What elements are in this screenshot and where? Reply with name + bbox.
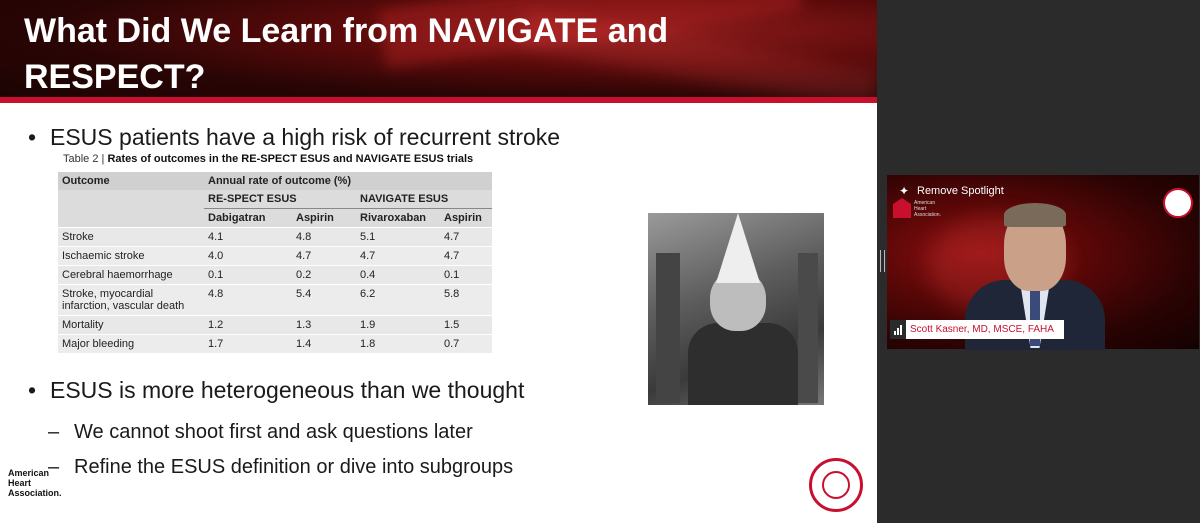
table-cell-outcome: Mortality	[62, 319, 104, 331]
table-cell: 4.7	[444, 231, 460, 243]
aha-logo-line: Heart	[8, 478, 32, 488]
table-cell: 4.7	[296, 250, 312, 262]
table-cell: 0.7	[444, 338, 460, 350]
table-cell: 5.4	[296, 288, 312, 300]
seal-inner-ring	[822, 471, 850, 499]
slide-title-line: RESPECT?	[24, 58, 206, 96]
table-cell: 0.2	[296, 269, 312, 281]
dash-icon: –	[48, 456, 60, 478]
table-header-outcome: Outcome	[58, 172, 204, 190]
table-cell: 5.8	[444, 288, 460, 300]
dunce-cap-photo	[648, 213, 824, 405]
table-cell: 1.7	[208, 338, 224, 350]
table-column-header: Dabigatran	[204, 209, 292, 228]
aha-logo-line: American	[8, 468, 50, 478]
table-cell: 1.2	[208, 319, 224, 331]
table-column-header: Rivaroxaban	[356, 209, 440, 228]
bullet-item	[28, 124, 560, 151]
photo-chair	[656, 253, 680, 403]
table-cell: 4.7	[444, 250, 460, 262]
tile-seal-logo	[1163, 188, 1193, 218]
table-header-empty	[58, 209, 204, 228]
table-cell-outcome: Cerebral haemorrhage	[62, 269, 173, 281]
dunce-cap-icon	[716, 213, 760, 283]
table-cell-outcome: Ischaemic stroke	[62, 250, 145, 262]
table-caption-title: Rates of outcomes in the RE-SPECT ESUS and NAVIGATE ESUS trials	[107, 153, 474, 165]
table-cell: 1.9	[360, 319, 376, 331]
sub-bullet-text: We cannot shoot first and ask questions later	[74, 421, 473, 443]
table-cell: 4.1	[208, 231, 224, 243]
slide-title	[24, 8, 784, 100]
table-cell: 4.8	[296, 231, 312, 243]
table-cell: 1.4	[296, 338, 312, 350]
aha-logo-line: Association.	[8, 488, 62, 498]
table-group-navigate: NAVIGATE ESUS	[356, 190, 492, 209]
table-cell: 1.8	[360, 338, 376, 350]
sub-bullet-item	[48, 456, 513, 479]
table-caption-prefix: Table 2 |	[63, 153, 108, 165]
photo-chair	[798, 253, 818, 403]
bullet-dot-icon: •	[28, 124, 37, 150]
table-cell-outcome: Major bleeding	[62, 338, 135, 350]
sub-bullet-text: Refine the ESUS definition or dive into subgroups	[74, 456, 514, 478]
bullet-dot-icon: •	[28, 377, 37, 403]
table-header-annual: Annual rate of outcome (%)	[204, 172, 492, 190]
table-cell: 0.1	[208, 269, 224, 281]
northeast-seal-logo	[809, 458, 863, 512]
table-cell-outcome: Stroke, myocardial infarction, vascular death	[62, 288, 185, 312]
table-cell: 1.3	[296, 319, 312, 331]
table-caption	[63, 153, 473, 165]
photo-boy-body	[688, 323, 798, 405]
table-column-header: Aspirin	[292, 209, 356, 228]
table-cell: 4.0	[208, 250, 224, 262]
table-cell: 1.5	[444, 319, 460, 331]
table-column-header: Aspirin	[440, 209, 492, 228]
dash-icon: –	[48, 421, 60, 443]
table-cell: 4.7	[360, 250, 376, 262]
table-cell: 0.1	[444, 269, 460, 281]
speaker-name-plate	[890, 320, 1064, 339]
table-row	[58, 228, 492, 247]
table-row	[58, 335, 492, 354]
sub-bullet-item	[48, 421, 473, 444]
speaker-name: Scott Kasner, MD, MSCE, FAHA	[910, 324, 1054, 335]
table-row	[58, 266, 492, 285]
splitter-grip-icon[interactable]	[880, 250, 885, 272]
aha-logo	[8, 468, 62, 498]
remove-spotlight-button[interactable]	[897, 184, 1004, 198]
table-row	[58, 285, 492, 316]
bullet-text: ESUS patients have a high risk of recurrent stroke	[50, 124, 561, 150]
outcomes-table	[58, 172, 492, 353]
table-cell: 0.4	[360, 269, 376, 281]
speaker-hair	[1004, 203, 1066, 227]
table-cell: 6.2	[360, 288, 376, 300]
bullet-text: ESUS is more heterogeneous than we thought	[50, 377, 525, 403]
table-group-respect: RE-SPECT ESUS	[204, 190, 356, 209]
spotlight-icon: ✦	[898, 184, 910, 198]
table-cell-outcome: Stroke	[62, 231, 94, 243]
table-cell: 5.1	[360, 231, 376, 243]
slide-header	[0, 0, 877, 103]
table-header-empty	[58, 190, 204, 209]
audio-level-icon	[890, 320, 906, 339]
slide-title-line: What Did We Learn from NAVIGATE and	[24, 12, 669, 50]
aha-tile-text: American Heart Association.	[914, 200, 941, 218]
table-row	[58, 247, 492, 266]
remove-spotlight-label: Remove Spotlight	[917, 185, 1004, 197]
bullet-item	[28, 377, 524, 404]
table-cell: 4.8	[208, 288, 224, 300]
table-row	[58, 316, 492, 335]
